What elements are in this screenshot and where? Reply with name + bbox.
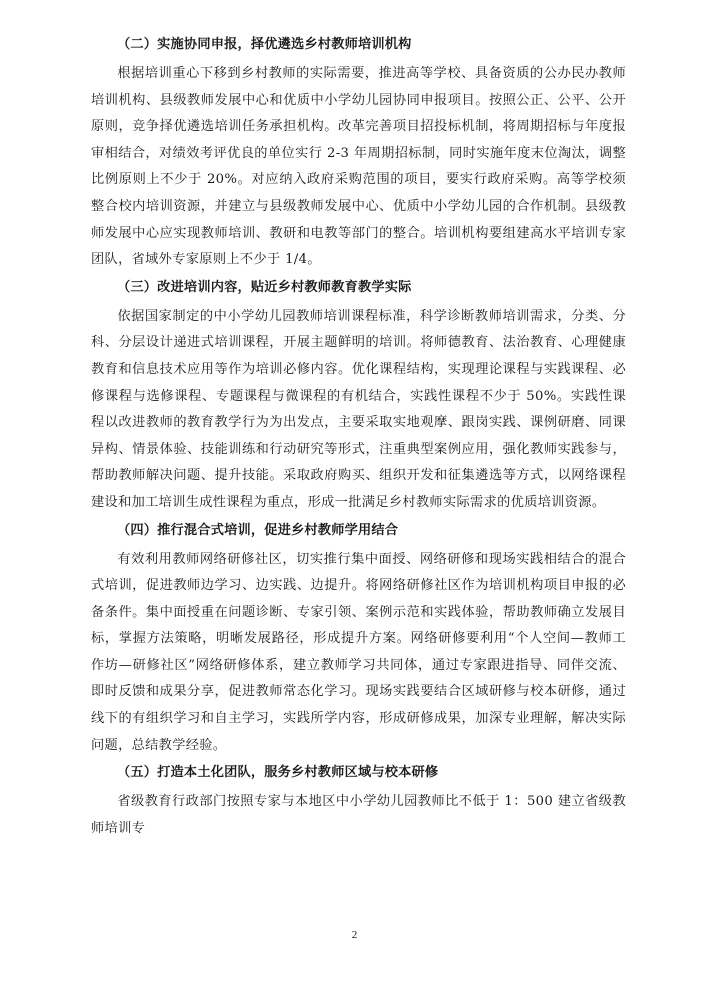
section-paragraph: 有效利用教师网络研修社区，切实推行集中面授、网络研修和现场实践相结合的混合式培训，促进教师边学习、边实践、边提升。将网络研修社区作为培训机构项目申报的必备条件。集中面授重在问题诊断、专家引领、案例示范和实践体验，帮助教师确立发展目标，掌握方法策略，明晰发展路径，形成提升方案。网络研修要利用“个人空间—教师工作坊—研修社区”网络研修体系，建立教师学习共同体，通过专家跟进指导、同伴交流、即时反馈和成果分享，促进教师常态化学习。现场实践要结合区域研修与校本研修，通过线下的有组织学习和自主学习，实践所学内容，形成研修成果，加深专业理解，解决实际问题，总结教学经验。 — [91, 551, 626, 753]
section-heading: （二）实施协同申报，择优遴选乡村教师培训机构 — [117, 37, 412, 52]
section-3 — [91, 277, 626, 517]
section-4 — [91, 520, 626, 760]
section-heading: （五）打造本土化团队，服务乡村教师区域与校本研修 — [117, 765, 439, 781]
section-2 — [91, 34, 626, 274]
section-5 — [91, 762, 626, 842]
section-heading: （三）改进培训内容，贴近乡村教师教育教学实际 — [117, 279, 412, 295]
section-heading: （四）推行混合式培训，促进乡村教师学用结合 — [117, 522, 399, 538]
page-number: 2 — [351, 929, 358, 941]
section-paragraph: 根据培训重心下移到乡村教师的实际需要，推进高等学校、具备资质的公办民办教师培训机构、县级教师发展中心和优质中小学幼儿园协同申报项目。按照公正、公平、公开原则，竞争择优遴选培训任务承担机构。改革完善项目招投标机制，将周期招标与年度报审相结合，对绩效考评优良的单位实行 2-3 年周期招标制，同时实施年度末位淘汰，调整比例原则上不少于 20%。对应纳入政府采购范围的项目，要实行政府采购。高等学校须整合校内培训资源，并建立与县级教师发展中心、优质中小学幼儿园的合作机制。县级教师发展中心应实现教师培训、教研和电教等部门的整合。培训机构要组建高水平培训专家团队，省域外专家原则上不少于 1/4。 — [91, 66, 626, 268]
section-paragraph: 依据国家制定的中小学幼儿园教师培训课程标准，科学诊断教师培训需求，分类、分科、分层设计递进式培训课程，开展主题鲜明的培训。将师德教育、法治教育、心理健康教育和信息技术应用等作为培训必修内容。优化课程结构，实现理论课程与实践课程、必修课程与选修课程、专题课程与微课程的有机结合，实践性课程不少于 50%。实践性课程以改进教师的教育教学行为为出发点，主要采取实地观摩、跟岗实践、课例研磨、同课异构、情景体验、技能训练和行动研究等形式，注重典型案例应用，强化教师实践参与，帮助教师解决问题、提升技能。采取政府购买、组织开发和征集遴选等方式，以网络课程建设和加工培训生成性课程为重点，形成一批满足乡村教师实际需求的优质培训资源。 — [91, 308, 626, 510]
section-paragraph: 省级教育行政部门按照专家与本地区中小学幼儿园教师比不低于 1：500 建立省级教师培训专 — [91, 794, 626, 836]
document-page — [91, 34, 626, 845]
